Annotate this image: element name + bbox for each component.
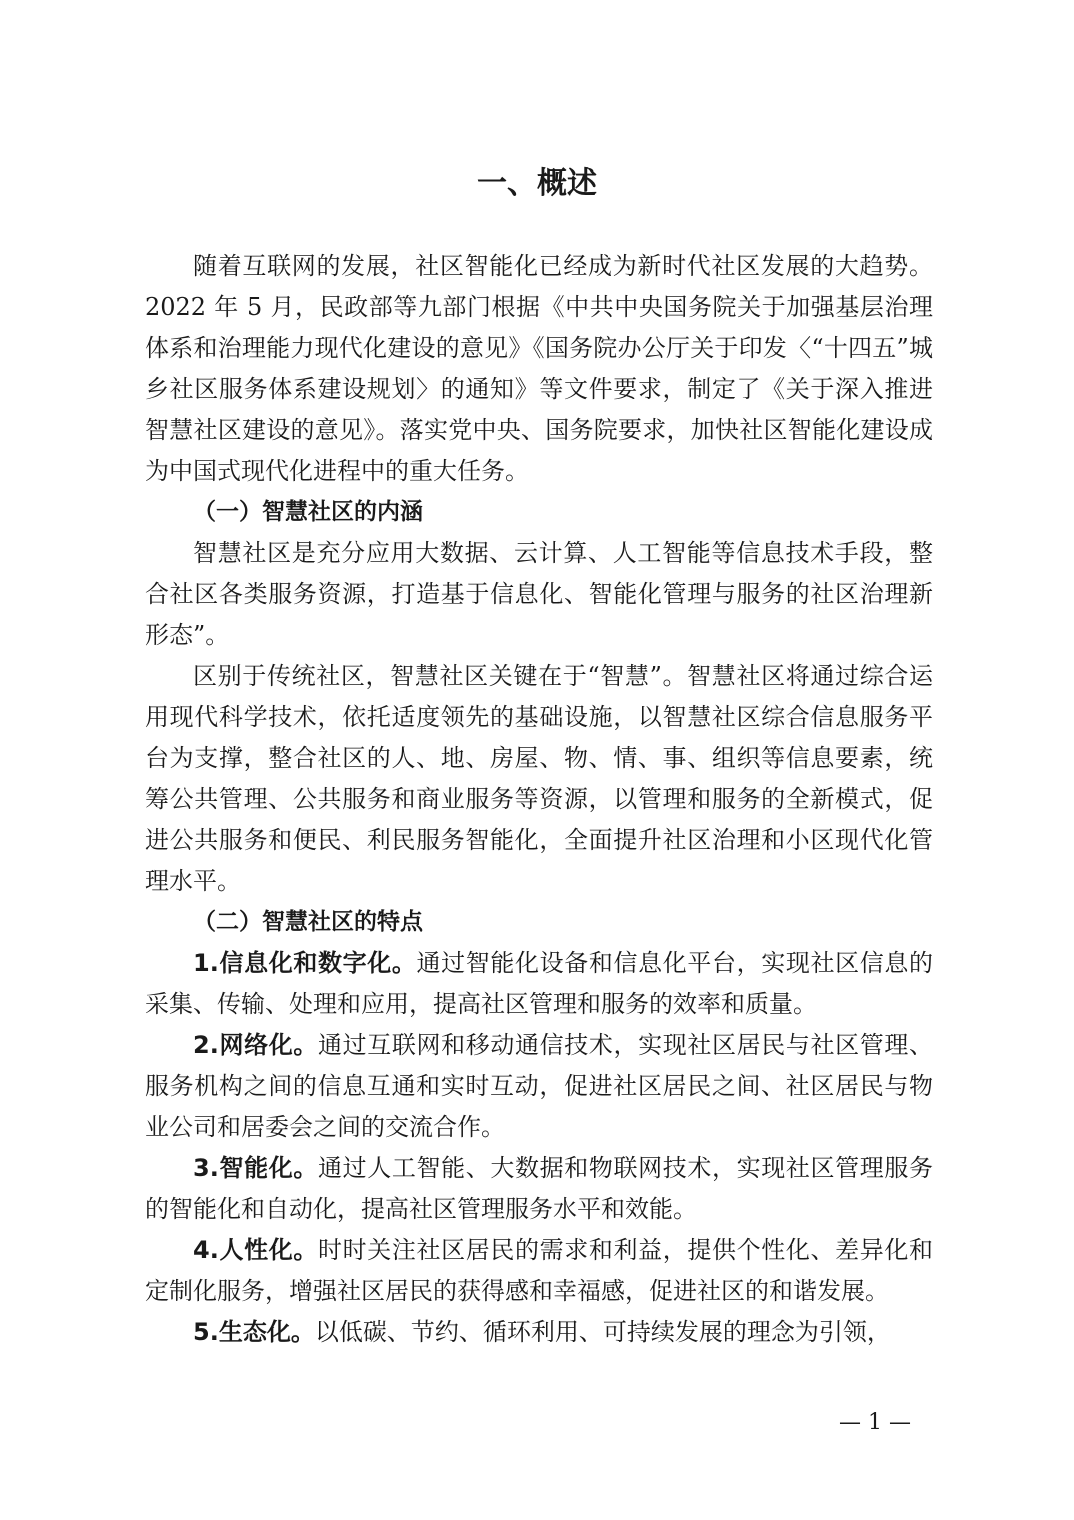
feature-text: 时时关注社区居民的需求和利益，提供个性化、差异化和定制化服务，增强社区居民的获得感和幸福感，促进社区的和谐发展。: [145, 1236, 933, 1305]
feature-item: [145, 1148, 933, 1230]
feature-label: 4.人性化。: [193, 1236, 318, 1264]
feature-text: 通过智能化设备和信息化平台，实现社区信息的采集、传输、处理和应用，提高社区管理和服务的效率和质量。: [145, 949, 933, 1018]
feature-label: 2.网络化。: [193, 1031, 318, 1059]
feature-label: 1.信息化和数字化。: [193, 949, 417, 977]
feature-item: [145, 1230, 933, 1312]
feature-text: 通过互联网和移动通信技术，实现社区居民与社区管理、服务机构之间的信息互通和实时互动，促进社区居民之间、社区居民与物业公司和居委会之间的交流合作。: [145, 1031, 933, 1141]
page-number: — 1 —: [839, 1410, 911, 1435]
page-title: 一、概述: [477, 166, 597, 201]
connotation-paragraph-2: 区别于传统社区，智慧社区关键在于“智慧”。智慧社区将通过综合运用现代科学技术，依托适度领先的基础设施，以智慧社区综合信息服务平台为支撑，整合社区的人、地、房屋、物、情、事、组织等信息要素，统筹公共管理、公共服务和商业服务等资源，以管理和服务的全新模式，促进公共服务和便民、利民服务智能化，全面提升社区治理和小区现代化管理水平。: [145, 662, 933, 895]
section-heading-connotation: （一）智慧社区的内涵: [193, 499, 423, 525]
feature-item: [145, 1025, 933, 1148]
feature-text: 以低碳、节约、循环利用、可持续发展的理念为引领，: [314, 1318, 891, 1346]
feature-text: 通过人工智能、大数据和物联网技术，实现社区管理服务的智能化和自动化，提高社区管理服务水平和效能。: [145, 1154, 933, 1223]
feature-label: 5.生态化。: [193, 1318, 315, 1346]
document-body: [145, 246, 933, 1353]
feature-label: 3.智能化。: [193, 1154, 318, 1182]
section-heading-features: （二）智慧社区的特点: [193, 909, 423, 935]
intro-paragraph: 随着互联网的发展，社区智能化已经成为新时代社区发展的大趋势。2022 年 5 月，民政部等九部门根据《中共中央国务院关于加强基层治理体系和治理能力现代化建设的意见》《国务院办公厅关于印发〈“十四五”城乡社区服务体系建设规划〉的通知》等文件要求，制定了《关于深入推进智慧社区建设的意见》。落实党中央、国务院要求，加快社区智能化建设成为中国式现代化进程中的重大任务。: [145, 252, 933, 485]
connotation-paragraph-1: 智慧社区是充分应用大数据、云计算、人工智能等信息技术手段，整合社区各类服务资源，打造基于信息化、智能化管理与服务的社区治理新形态”。: [145, 539, 933, 649]
feature-item: [145, 943, 933, 1025]
feature-item: [145, 1312, 933, 1353]
